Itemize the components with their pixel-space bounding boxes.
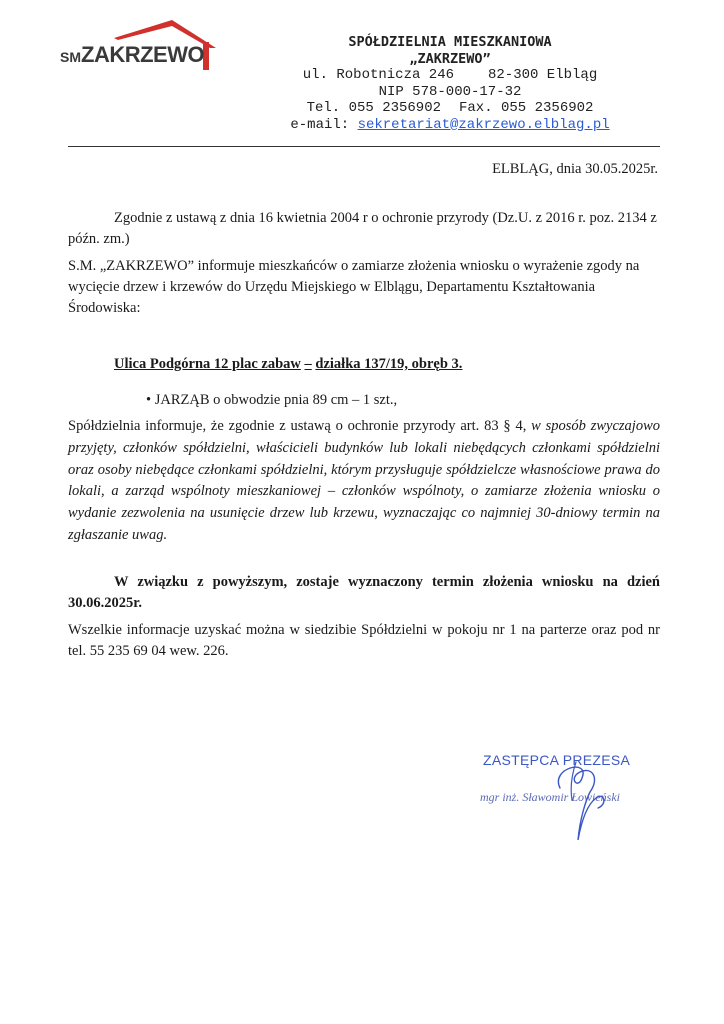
bullet-icon: • — [146, 392, 152, 408]
signature-title: ZASTĘPCA PREZESA — [483, 752, 631, 768]
notice-lead: Spółdzielnia informuje, że zgodnie z ustawą o ochronie przyrody art. 83 § 4, — [68, 418, 527, 434]
logo-text — [60, 42, 204, 68]
fax: Fax. 055 2356902 — [459, 100, 594, 116]
org-name-line1: SPÓŁDZIELNIA MIESZKANIOWA — [348, 34, 552, 50]
info-paragraph: Wszelkie informacje uzyskać można w siedzibie Spółdzielni w pokoju nr 1 na parterze oraz pod nr tel. 55 235 69 04 wew. 226. — [68, 622, 660, 659]
tree-list-item — [146, 392, 397, 409]
email-line — [290, 117, 610, 134]
deadline-paragraph: W związku z powyższym, zostaje wyznaczony termin złożenia wniosku na dzień 30.06.2025r. — [68, 574, 660, 611]
phone-line — [290, 100, 610, 117]
location-parcel: działka 137/19, obręb 3. — [315, 356, 463, 372]
notice-paragraph — [68, 416, 660, 547]
location-heading — [114, 356, 462, 373]
address-line — [290, 67, 610, 84]
announcement-paragraph: S.M. „ZAKRZEWO” informuje mieszkańców o zamiarze złożenia wniosku o wyrażenie zgody na wycięcie drzew i krzewów do Urzędu Miejskiego w Elblągu, Departamentu Kształtowania Środowiska: — [68, 258, 640, 316]
org-name-line2: „ZAKRZEWO” — [409, 50, 491, 67]
handwritten-signature — [520, 748, 640, 848]
logo-name: ZAKRZEWO — [81, 42, 205, 67]
legal-basis-paragraph: Zgodnie z ustawą z dnia 16 kwietnia 2004 r o ochronie przyrody (Dz.U. z 2016 r. poz. 2134 z późn. zm.) — [68, 210, 657, 247]
location-dash: – — [304, 356, 312, 372]
email-label: e-mail: — [290, 116, 350, 133]
location-street: Ulica Podgórna 12 plac zabaw — [114, 356, 301, 372]
street: ul. Robotnicza 246 — [302, 67, 454, 83]
email-link[interactable]: sekretariat@zakrzewo.elblag.pl — [357, 116, 610, 133]
postal: 82-300 Elbląg — [488, 67, 598, 83]
tel: Tel. 055 2356902 — [306, 100, 441, 116]
date-line: ELBLĄG, dnia 30.05.2025r. — [492, 161, 658, 177]
logo-sm: SM — [60, 49, 81, 65]
notice-italic: w sposób zwyczajowo przyjęty, członków spółdzielni, właścicieli budynków lub lokali niebędących członkami spółdzielni oraz osoby niebędące członkami spółdzielni, którym przysługuje spółdzielcze własnościowe prawa do lokali, a zarząd wspólnoty mieszkaniowej – członków wspólnoty, o zamiarze złożenia wniosku o wydanie zezwolenia na usunięcie drzew lub krzewu, wyznaczając co najmniej 30-dniowy termin na zgłaszanie uwag. — [68, 418, 660, 543]
nip: NIP 578-000-17-32 — [378, 83, 522, 100]
signature-name: mgr inż. Sławomir Łowieński — [480, 790, 621, 804]
header-divider — [68, 146, 660, 147]
letterhead — [290, 34, 610, 133]
tree-item-text: JARZĄB o obwodzie pnia 89 cm – 1 szt., — [154, 392, 398, 408]
